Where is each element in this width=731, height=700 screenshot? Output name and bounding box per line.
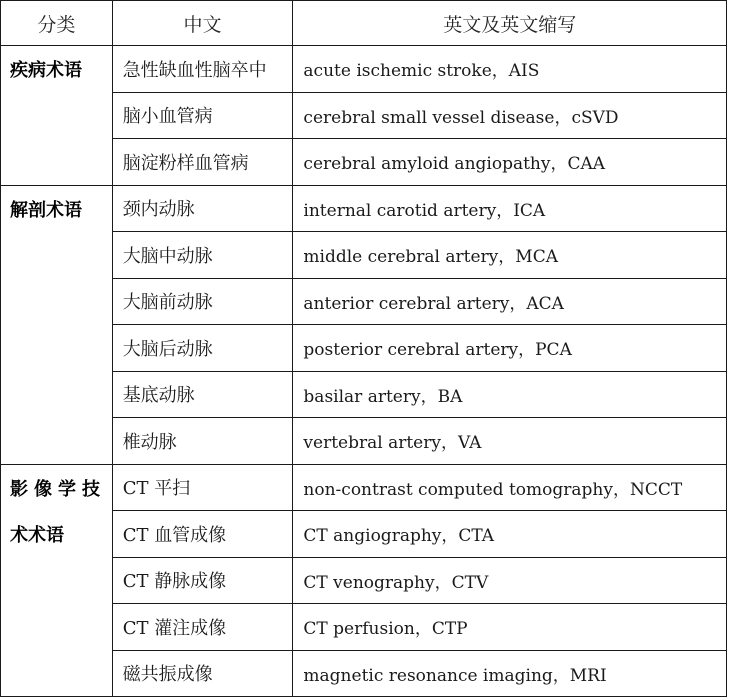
english-term: cerebral amyloid angiopathy，CAA xyxy=(293,139,727,186)
english-term: CT angiography，CTA xyxy=(293,511,727,558)
english-term: anterior cerebral artery，ACA xyxy=(293,278,727,325)
english-term: vertebral artery，VA xyxy=(293,418,727,465)
table-header xyxy=(1,1,727,46)
category-cell-imaging xyxy=(1,464,113,697)
header-english: 英文及英文缩写 xyxy=(293,1,727,46)
english-term: non-contrast computed tomography，NCCT xyxy=(293,464,727,511)
english-term: internal carotid artery，ICA xyxy=(293,185,727,232)
chinese-term: CT 平扫 xyxy=(112,464,293,511)
header-chinese: 中文 xyxy=(112,1,293,46)
category-label: 术术语 xyxy=(10,524,64,546)
chinese-term: CT 灌注成像 xyxy=(112,604,293,651)
chinese-term: 大脑后动脉 xyxy=(112,325,293,372)
table-body xyxy=(1,46,727,697)
chinese-term: 脑小血管病 xyxy=(112,92,293,139)
chinese-term: 基底动脉 xyxy=(112,371,293,418)
category-label: 疾病术语 xyxy=(10,60,82,81)
chinese-term: 大脑前动脉 xyxy=(112,278,293,325)
chinese-term: 颈内动脉 xyxy=(112,185,293,232)
english-term: posterior cerebral artery，PCA xyxy=(293,325,727,372)
header-row xyxy=(1,1,727,46)
english-term: magnetic resonance imaging，MRI xyxy=(293,650,727,697)
category-cell-anatomy xyxy=(1,185,113,464)
chinese-term: 急性缺血性脑卒中 xyxy=(112,46,293,93)
category-cell-disease xyxy=(1,46,113,186)
english-term: acute ischemic stroke，AIS xyxy=(293,46,727,93)
table-row xyxy=(1,46,727,93)
table-row xyxy=(1,185,727,232)
english-term: basilar artery，BA xyxy=(293,371,727,418)
english-term: middle cerebral artery，MCA xyxy=(293,232,727,279)
table-row xyxy=(1,464,727,511)
english-term: CT perfusion，CTP xyxy=(293,604,727,651)
chinese-term: CT 静脉成像 xyxy=(112,557,293,604)
header-category: 分类 xyxy=(1,1,113,46)
chinese-term: 磁共振成像 xyxy=(112,650,293,697)
chinese-term: 椎动脉 xyxy=(112,418,293,465)
chinese-term: CT 血管成像 xyxy=(112,511,293,558)
english-term: CT venography，CTV xyxy=(293,557,727,604)
chinese-term: 大脑中动脉 xyxy=(112,232,293,279)
category-label: 影像学技 xyxy=(10,478,106,500)
category-label: 解剖术语 xyxy=(10,199,82,221)
chinese-term: 脑淀粉样血管病 xyxy=(112,139,293,186)
english-term: cerebral small vessel disease，cSVD xyxy=(293,92,727,139)
